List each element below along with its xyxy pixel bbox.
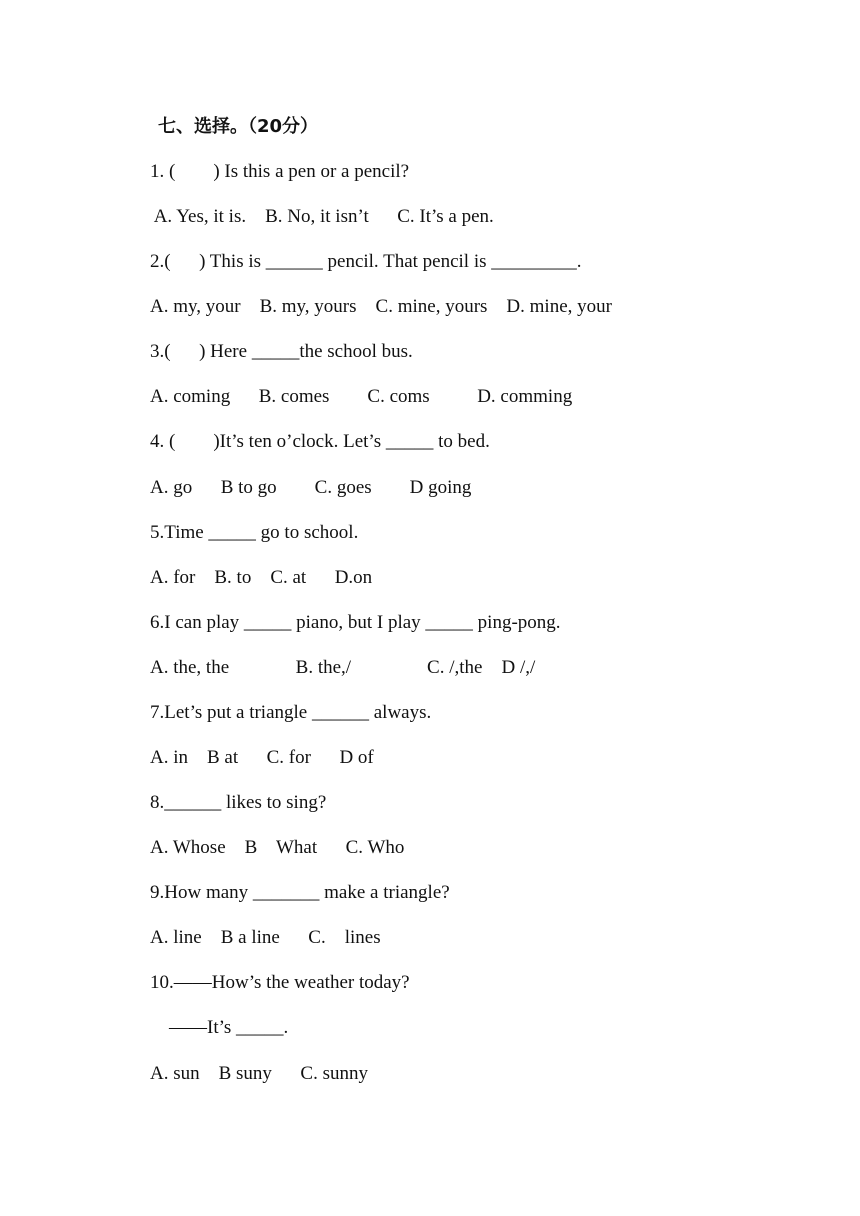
question-10-stem: 10.——How’s the weather today? xyxy=(150,972,410,993)
question-4-stem: 4. ( )It’s ten o’clock. Let’s _____ to bed. xyxy=(150,431,490,452)
question-7-options: A. in B at C. for D of xyxy=(150,747,374,768)
question-3-stem: 3.( ) Here _____the school bus. xyxy=(150,341,413,362)
question-7-stem: 7.Let’s put a triangle ______ always. xyxy=(150,702,432,723)
question-9-options: A. line B a line C. lines xyxy=(150,927,381,948)
question-9-stem: 9.How many _______ make a triangle? xyxy=(150,882,450,903)
question-5-options: A. for B. to C. at D.on xyxy=(150,567,373,588)
question-10-options: A. sun B suny C. sunny xyxy=(150,1063,368,1084)
question-6-options: A. the, the B. the,/ C. /,the D /,/ xyxy=(150,657,536,678)
section-title: 七、选择。（20分） xyxy=(158,116,319,137)
question-3-options: A. coming B. comes C. coms D. comming xyxy=(150,386,573,407)
question-5-stem: 5.Time _____ go to school. xyxy=(150,522,359,543)
question-2-stem: 2.( ) This is ______ pencil. That pencil is _________. xyxy=(150,251,582,272)
question-6-stem: 6.I can play _____ piano, but I play _____ ping-pong. xyxy=(150,612,561,633)
question-2-options: A. my, your B. my, yours C. mine, yours D. mine, your xyxy=(150,296,612,317)
question-10-answer-line: ——It’s _____. xyxy=(150,1017,289,1038)
question-1-stem: 1. ( ) Is this a pen or a pencil? xyxy=(150,161,410,182)
question-1-options: A. Yes, it is. B. No, it isn’t C. It’s a pen. xyxy=(150,206,494,227)
question-8-stem: 8.______ likes to sing? xyxy=(150,792,327,813)
question-8-options: A. Whose B What C. Who xyxy=(150,837,405,858)
question-4-options: A. go B to go C. goes D going xyxy=(150,477,472,498)
